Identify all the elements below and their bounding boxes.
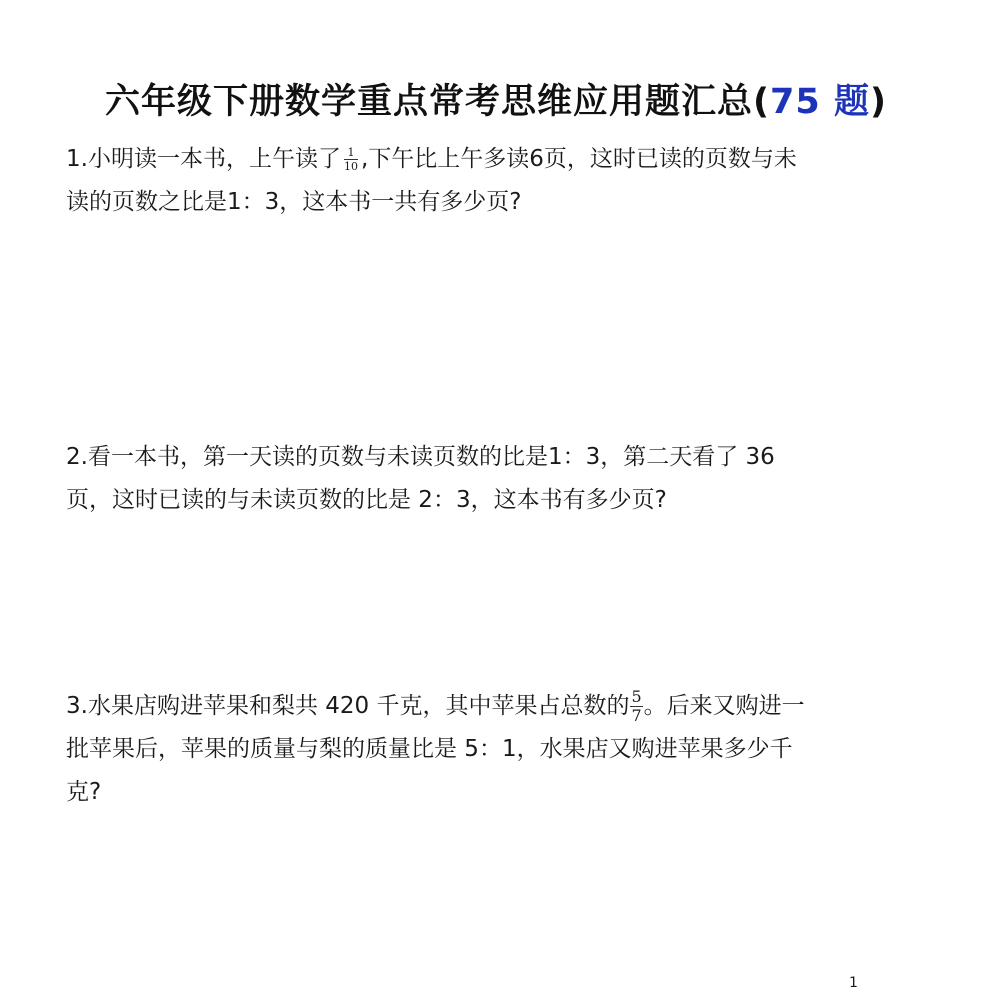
fraction-denominator: 10 [343, 160, 358, 173]
fraction-numerator: 1 [344, 147, 358, 160]
question-3-line-1 [66, 685, 928, 728]
title-question-count: 75 题 [770, 82, 870, 122]
question-3-fraction [630, 689, 642, 724]
fraction-numerator: 5 [631, 687, 642, 706]
question-2-line-1: 2.看一本书，第一天读的页数与未读页数的比是1：3，第二天看了 36 [66, 444, 775, 470]
page-number: 1 [849, 975, 858, 991]
question-3 [66, 685, 928, 814]
question-2-line-2: 页，这时已读的与未读页数的比是 2：3，这本书有多少页? [66, 487, 667, 513]
question-1-fraction [344, 147, 358, 172]
title-text: 六年级下册数学重点常考思维应用题汇总 [105, 82, 754, 122]
fraction-denominator: 7 [631, 706, 642, 725]
question-2 [66, 436, 928, 522]
question-1-text-before-fraction: 1.小明读一本书，上午读了 [66, 146, 341, 172]
question-3-text-before-fraction: 3.水果店购进苹果和梨共 420 千克，其中苹果占总数的 [66, 693, 630, 719]
question-1-line-1 [66, 138, 928, 181]
question-1-line-2: 读的页数之比是1：3，这本书一共有多少页? [66, 189, 522, 215]
question-3-line-3: 克? [66, 779, 102, 805]
page-title [0, 74, 992, 124]
title-count-close: ) [869, 82, 887, 122]
title-count-open: ( [753, 82, 771, 122]
question-3-text-after-fraction: 。后来又购进一 [643, 693, 805, 719]
question-1-text-after-fraction: ,下午比上午多读6页，这时已读的页数与未 [360, 146, 797, 172]
question-1 [66, 138, 928, 224]
question-3-line-2: 批苹果后，苹果的质量与梨的质量比是 5：1，水果店又购进苹果多少千 [66, 736, 793, 762]
